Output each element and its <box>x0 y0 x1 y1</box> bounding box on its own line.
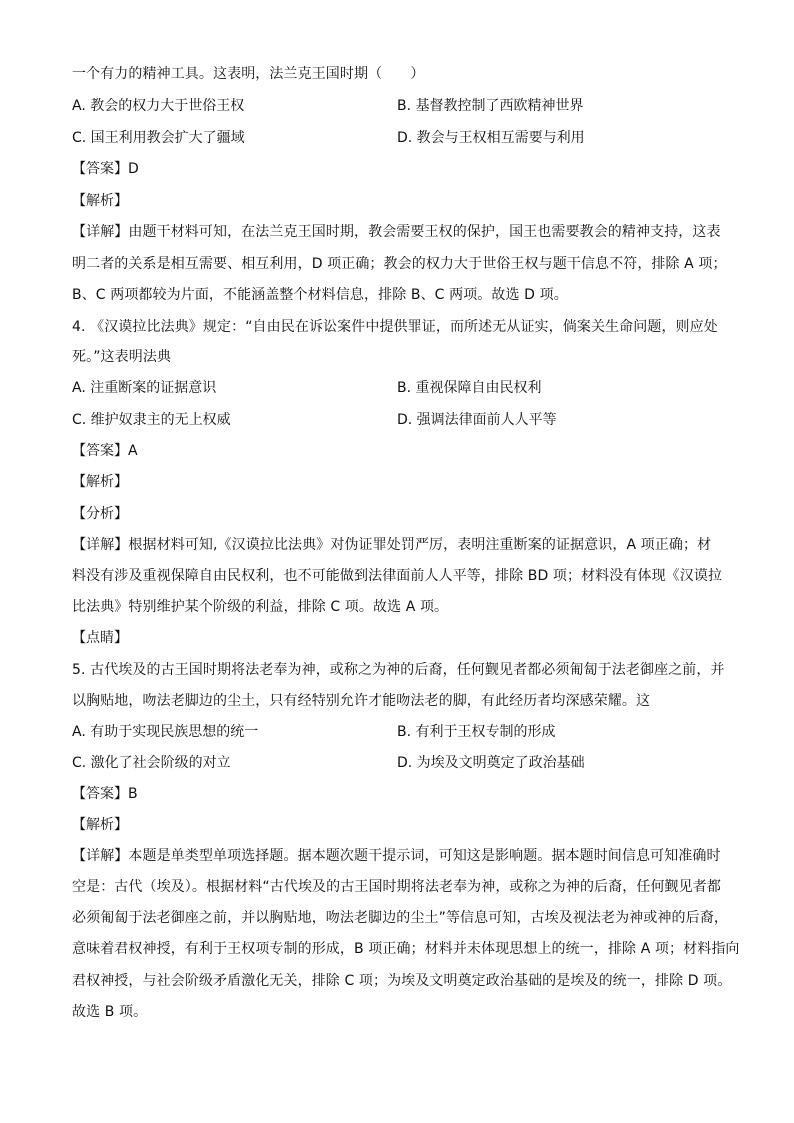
q4-dianjing-heading: 【点睛】 <box>72 630 128 646</box>
q3-option-b: B. 基督教控制了西欧精神世界 <box>397 98 584 114</box>
q3-option-a: A. 教会的权力大于世俗王权 <box>72 98 245 114</box>
q5-detail-line-2: 空是：古代（埃及）。根据材料“古代埃及的古王国时期将法老奉为神，或称之为神的后裔，任何觐见者都 <box>72 879 721 895</box>
q4-detail-line-3: 比法典》特别维护某个阶级的利益，排除 C 项。故选 A 项。 <box>72 599 449 615</box>
q4-fenxi-heading: 【分析】 <box>72 506 128 522</box>
q3-option-d: D. 教会与王权相互需要与利用 <box>397 130 585 146</box>
q3-detail-line-3: B、C 两项都较为片面，不能涵盖整个材料信息，排除 B、C 两项。故选 D 项。 <box>72 287 568 303</box>
q4-analysis-heading: 【解析】 <box>72 474 128 490</box>
q4-answer: 【答案】A <box>72 443 138 459</box>
q5-detail-line-6: 故选 B 项。 <box>72 1004 148 1020</box>
q5-detail-line-1: 【详解】本题是单类型单项选择题。据本题次题干提示词，可知这是影响题。据本题时间信息可知准确时 <box>72 848 721 864</box>
q3-analysis-heading: 【解析】 <box>72 193 128 209</box>
q5-stem-line-1: 5. 古代埃及的古王国时期将法老奉为神，或称之为神的后裔，任何觐见者都必须匍匐于法老御座之前，并 <box>72 662 725 678</box>
q4-detail-line-2: 料没有涉及重视保障自由民权利，也不可能做到法律面前人人平等，排除 BD 项；材料没有体现《汉谟拉 <box>72 568 723 584</box>
q3-answer: 【答案】D <box>72 161 139 177</box>
q5-option-b: B. 有利于王权专制的形成 <box>397 724 556 740</box>
q5-detail-line-3: 必须匍匐于法老御座之前，并以胸贴地，吻法老脚边的尘土”等信息可知，古埃及视法老为神或神的后裔， <box>72 910 728 926</box>
q5-detail-line-5: 君权神授，与社会阶级矛盾激化无关，排除 C 项；为埃及文明奠定政治基础的是埃及的统一，排除 D 项。 <box>72 973 732 989</box>
q4-option-b: B. 重视保障自由民权利 <box>397 380 542 396</box>
q5-option-c: C. 激化了社会阶级的对立 <box>72 755 231 771</box>
q4-stem-line-1: 4. 《汉谟拉比法典》规定：“自由民在诉讼案件中提供罪证，而所述无从证实，倘案关生命问题，则应处 <box>72 319 718 335</box>
q5-option-d: D. 为埃及文明奠定了政治基础 <box>397 755 585 771</box>
q3-detail-line-1: 【详解】由题干材料可知，在法兰克王国时期，教会需要王权的保护，国王也需要教会的精神支持，这表 <box>72 224 721 240</box>
q4-option-c: C. 维护奴隶主的无上权威 <box>72 412 231 428</box>
q3-stem-tail: 一个有力的精神工具。这表明，法兰克王国时期（ ） <box>72 66 425 82</box>
q5-analysis-heading: 【解析】 <box>72 817 128 833</box>
q5-option-a: A. 有助于实现民族思想的统一 <box>72 724 259 740</box>
q3-option-c: C. 国王利用教会扩大了疆域 <box>72 130 245 146</box>
q4-stem-line-2: 死。”这表明法典 <box>72 349 172 365</box>
q5-answer: 【答案】B <box>72 786 138 802</box>
q4-option-a: A. 注重断案的证据意识 <box>72 380 217 396</box>
q4-detail-line-1: 【详解】根据材料可知,《汉谟拉比法典》对伪证罪处罚严厉，表明注重断案的证据意识，A 项正确；材 <box>72 537 712 553</box>
q5-detail-line-4: 意味着君权神授，有利于王权项专制的形成，B 项正确；材料并未体现思想上的统一，排除 A 项；材料指向 <box>72 941 740 957</box>
q5-stem-line-2: 以胸贴地，吻法老脚边的尘土，只有经特别允许才能吻法老的脚，有此经历者均深感荣耀。这 <box>72 693 651 709</box>
q3-detail-line-2: 明二者的关系是相互需要、相互利用，D 项正确；教会的权力大于世俗王权与题干信息不符，排除 A 项； <box>72 256 727 272</box>
q4-option-d: D. 强调法律面前人人平等 <box>397 412 557 428</box>
